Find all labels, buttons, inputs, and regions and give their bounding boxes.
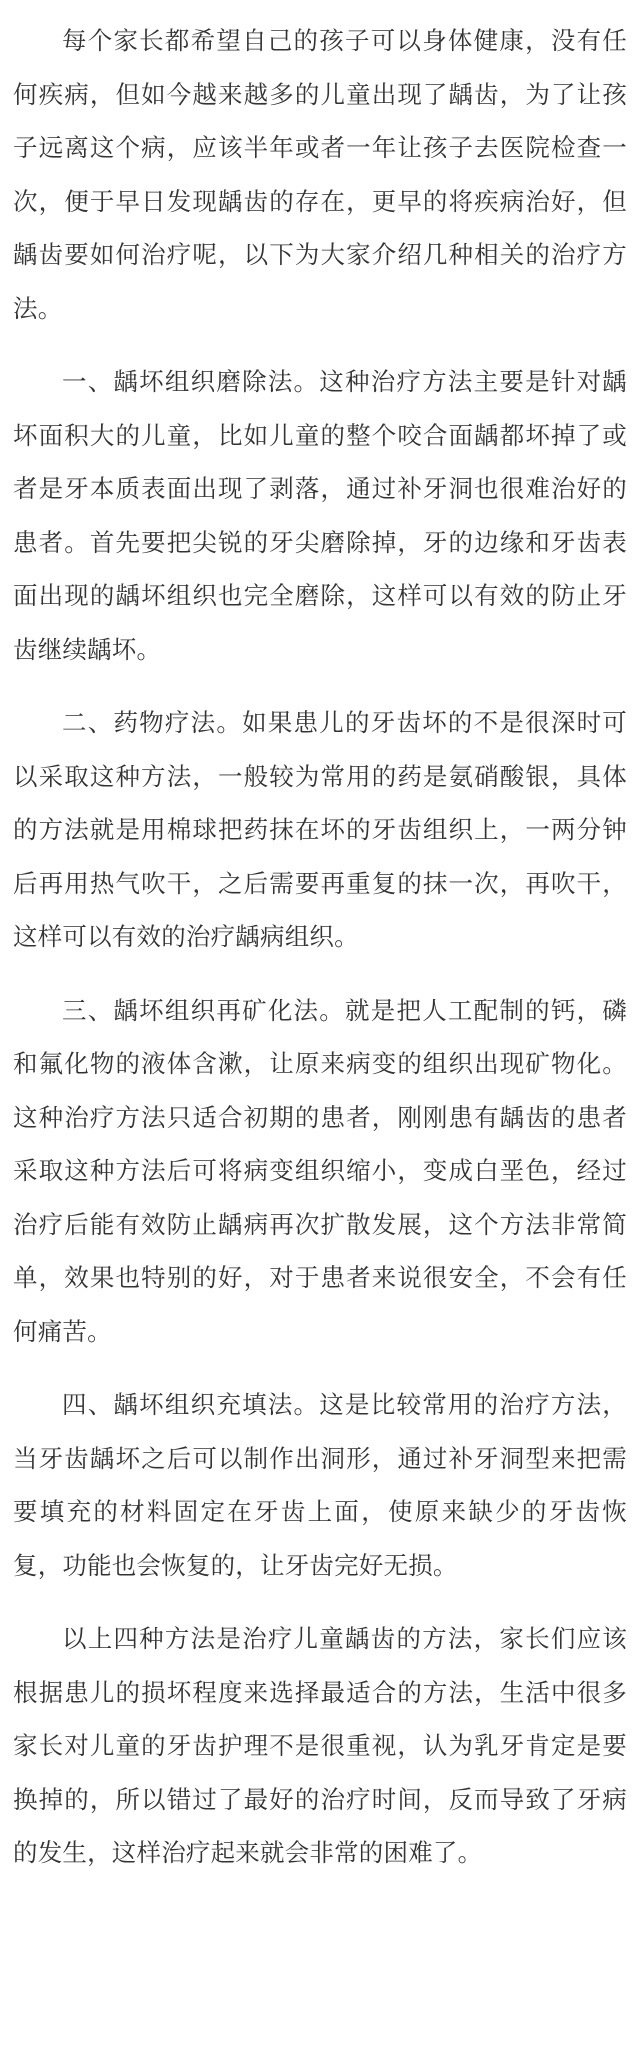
method-1-paragraph: 一、龋坏组织磨除法。这种治疗方法主要是针对龋坏面积大的儿童，比如儿童的整个咬合面龋都坏掉了或者是牙本质表面出现了剥落，通过补牙洞也很难治好的患者。首先要把尖锐的牙尖磨除掉，牙的边缘和牙齿表面出现的龋坏组织也完全磨除，这样可以有效的防止牙齿继续龋坏。 — [13, 367, 627, 664]
method-2-paragraph: 二、药物疗法。如果患儿的牙齿坏的不是很深时可以采取这种方法，一般较为常用的药是氨硝酸银，具体的方法就是用棉球把药抹在坏的牙齿组织上，一两分钟后再用热气吹干，之后需要再重复的抹一次，再吹干，这样可以有效的治疗龋病组织。 — [13, 708, 627, 951]
method-3-paragraph: 三、龋坏组织再矿化法。就是把人工配制的钙，磷和氟化物的液体含漱，让原来病变的组织出现矿物化。这种治疗方法只适合初期的患者，刚刚患有龋齿的患者采取这种方法后可将病变组织缩小，变成白垩色，经过治疗后能有效防止龋病再次扩散发展，这个方法非常简单，效果也特别的好，对于患者来说很安全，不会有任何痛苦。 — [13, 995, 627, 1346]
intro-paragraph: 每个家长都希望自己的孩子可以身体健康，没有任何疾病，但如今越来越多的儿童出现了龋齿，为了让孩子远离这个病，应该半年或者一年让孩子去医院检查一次，便于早日发现龋齿的存在，更早的将疾病治好，但龋齿要如何治疗呢，以下为大家介绍几种相关的治疗方法。 — [13, 26, 627, 323]
method-4-paragraph: 四、龋坏组织充填法。这是比较常用的治疗方法，当牙齿龋坏之后可以制作出洞形，通过补牙洞型来把需要填充的材料固定在牙齿上面，使原来缺少的牙齿恢复，功能也会恢复的，让牙齿完好无损。 — [13, 1390, 627, 1580]
conclusion-paragraph: 以上四种方法是治疗儿童龋齿的方法，家长们应该根据患儿的损坏程度来选择最适合的方法，生活中很多家长对儿童的牙齿护理不是很重视，认为乳牙肯定是要换掉的，所以错过了最好的治疗时间，反而导致了牙病的发生，这样治疗起来就会非常的困难了。 — [13, 1624, 627, 1867]
